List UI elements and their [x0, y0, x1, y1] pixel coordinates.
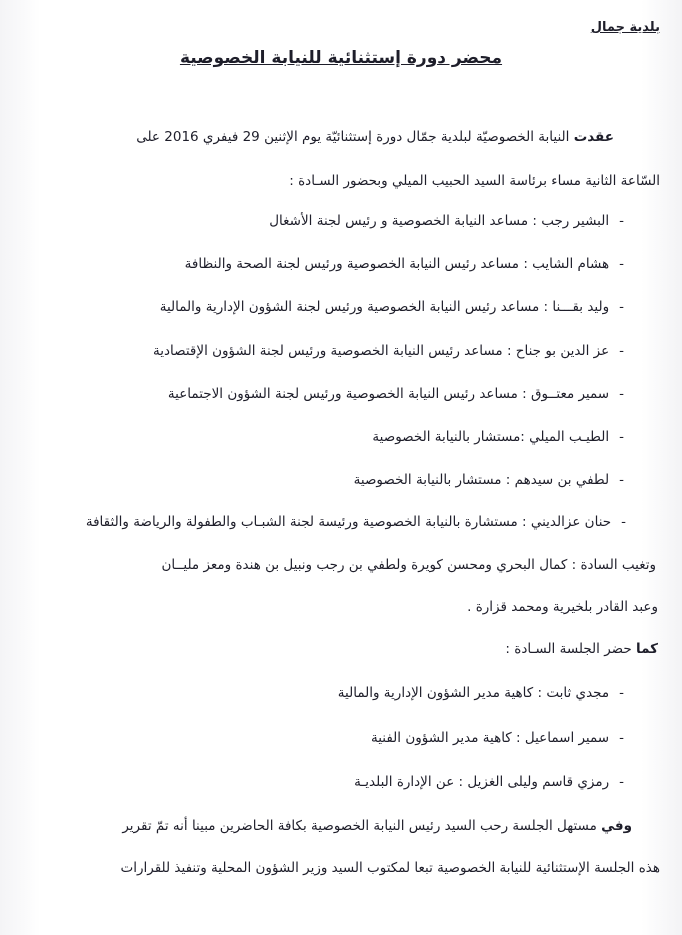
closing-line-2: هذه الجلسة الإستثنائية للنيابة الخصوصية تبعا لمكتوب السيد وزير الشؤون المحلية وتنفيذ للقرارات [120, 860, 660, 876]
closing-line-1-text: مستهل الجلسة رحب السيد رئيس النيابة الخصوصية بكافة الحاضرين مبينا أنه تمّ تقرير [122, 818, 602, 834]
closing-line-1 [122, 817, 632, 835]
intro-line-1 [136, 128, 614, 146]
closing-bold-word: وفي [601, 818, 632, 834]
member-text: البشير رجب : مساعد النيابة الخصوصية و رئيس لجنة الأشغال [269, 213, 610, 229]
member-item [160, 298, 624, 316]
member-text: سمير معتــوق : مساعد رئيس النيابة الخصوصية ورئيس لجنة الشؤون الاجتماعية [167, 386, 610, 402]
absent-line-1: وتغيب السادة : كمال البحري ومحسن كويرة ولطفي بن رجب ونبيل بن هندة ومعز مليــان [161, 557, 656, 573]
dash-bullet: - [619, 429, 624, 445]
dash-bullet: - [619, 386, 624, 402]
member-text: عز الدين بو جناح : مساعد رئيس النيابة الخصوصية ورئيس لجنة الشؤون الإقتصادية [153, 343, 610, 359]
member-item [372, 428, 624, 446]
attendance-heading [505, 640, 658, 658]
attendance-text: حضر الجلسة السـادة : [505, 641, 637, 657]
member-item [269, 212, 624, 230]
dash-bullet: - [619, 343, 624, 359]
member-text: لطفي بن سيدهم : مستشار بالنيابة الخصوصية [353, 472, 610, 488]
attendee-text: مجدي ثابت : كاهية مدير الشؤون الإدارية والمالية [337, 685, 610, 701]
attendee-item [354, 773, 624, 791]
intro-bold-word: عقدت [573, 129, 614, 145]
member-text: هشام الشايب : مساعد رئيس النيابة الخصوصية ورئيس لجنة الصحة والنظافة [184, 256, 610, 272]
member-text: الطيـب الميلي :مستشار بالنيابة الخصوصية [372, 429, 610, 445]
member-item [153, 342, 624, 360]
member-item [168, 385, 624, 403]
dash-bullet: - [621, 514, 626, 530]
dash-bullet: - [619, 774, 624, 790]
intro-line-1-text: النيابة الخصوصيّة لبلدية جمّال دورة إستثنائيّة يوم الإثنين 29 فيفري 2016 على [136, 129, 574, 145]
member-item [86, 513, 626, 531]
document-title: محضر دورة إستثنائية للنيابة الخصوصية [179, 48, 503, 68]
dash-bullet: - [619, 730, 624, 746]
attendee-item [371, 729, 624, 747]
municipality-header: بلدية جمال [590, 20, 660, 35]
intro-line-2: السّاعة الثانية مساء برئاسة السيد الحبيب الميلي وبحضور السـادة : [289, 173, 660, 189]
attendee-text: رمزي قاسم وليلى الغزيل : عن الإدارة البلديـة [354, 774, 610, 790]
member-text: وليد بقـــنا : مساعد رئيس النيابة الخصوصية ورئيس لجنة الشؤون الإدارية والمالية [159, 299, 610, 315]
attendee-item [338, 684, 624, 702]
dash-bullet: - [619, 213, 624, 229]
dash-bullet: - [619, 472, 624, 488]
member-item [354, 471, 624, 489]
member-text: حنان عزالديني : مستشارة بالنيابة الخصوصية ورئيسة لجنة الشبـاب والطفولة والرياضة والثقافة [85, 514, 612, 530]
dash-bullet: - [619, 299, 624, 315]
member-item [185, 255, 624, 273]
dash-bullet: - [619, 256, 624, 272]
dash-bullet: - [619, 685, 624, 701]
absent-line-2: وعبد القادر بلخيرية ومحمد قزارة . [467, 599, 658, 615]
attendee-text: سمير اسماعيل : كاهية مدير الشؤون الفنية [370, 730, 610, 746]
attendance-bold-word: كما [636, 641, 658, 657]
